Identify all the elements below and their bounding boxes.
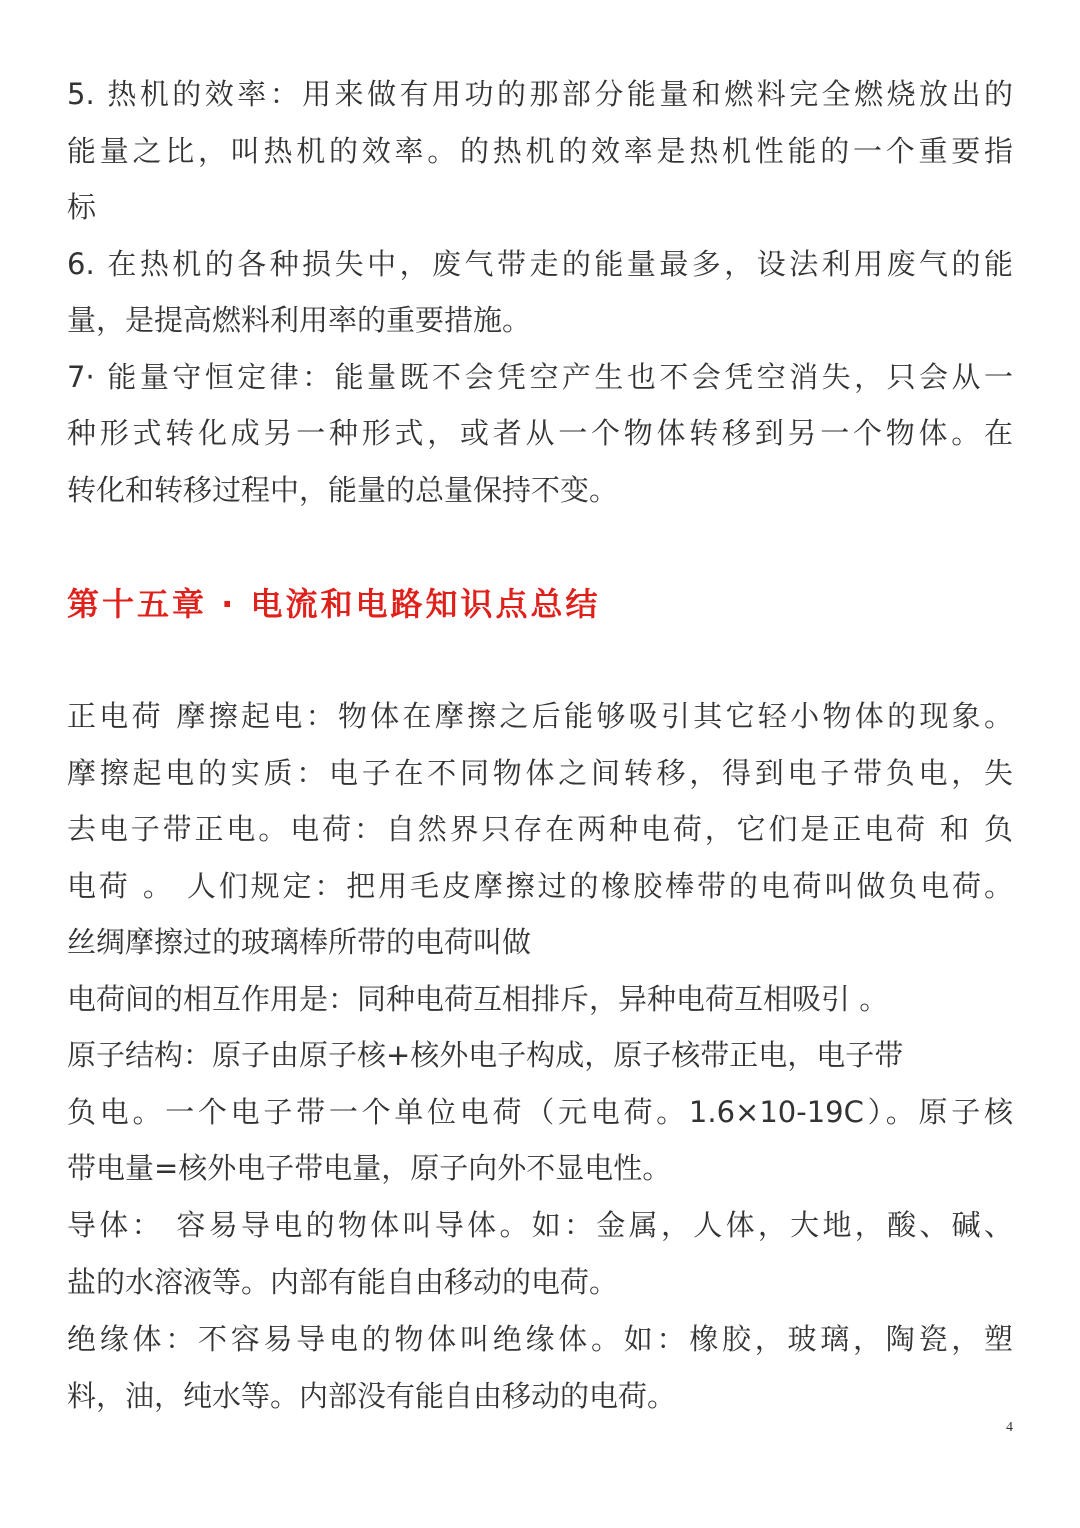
text-line: 转化和转移过程中，能量的总量保持不变。 bbox=[67, 473, 619, 507]
text-line: 去电子带正电。电荷：自然界只存在两种电荷，它们是正电荷 和 负 bbox=[67, 812, 1013, 846]
text-line: 种形式转化成另一种形式，或者从一个物体转移到另一个物体。在 bbox=[67, 416, 1013, 450]
text-line: 6. 在热机的各种损失中，废气带走的能量最多，设法利用废气的能 bbox=[67, 247, 1013, 281]
chapter-title: 第十五章 · 电流和电路知识点总结 bbox=[67, 585, 601, 623]
text-line: 丝绸摩擦过的玻璃棒所带的电荷叫做 bbox=[67, 925, 532, 959]
text-line: 摩擦起电的实质：电子在不同物体之间转移，得到电子带负电，失 bbox=[67, 756, 1013, 790]
text-line: 电荷间的相互作用是：同种电荷互相排斥，异种电荷互相吸引 。 bbox=[67, 982, 889, 1016]
text-line: 电荷 。 人们规定：把用毛皮摩擦过的橡胶棒带的电荷叫做负电荷。 bbox=[67, 869, 1013, 903]
text-line: 带电量=核外电子带电量，原子向外不显电性。 bbox=[67, 1151, 672, 1185]
text-line: 原子结构：原子由原子核+核外电子构成，原子核带正电，电子带 bbox=[67, 1038, 904, 1072]
text-line: 盐的水溶液等。内部有能自由移动的电荷。 bbox=[67, 1265, 619, 1299]
text-line: 负电。一个电子带一个单位电荷（元电荷。1.6×10-19C）。原子核 bbox=[67, 1095, 1013, 1129]
text-line: 正电荷 摩擦起电：物体在摩擦之后能够吸引其它轻小物体的现象。 bbox=[67, 699, 1013, 733]
text-line: 能量之比，叫热机的效率。的热机的效率是热机性能的一个重要指 bbox=[67, 134, 1013, 168]
text-line: 量，是提高燃料利用率的重要措施。 bbox=[67, 303, 532, 337]
text-line: 7· 能量守恒定律：能量既不会凭空产生也不会凭空消失，只会从一 bbox=[67, 360, 1013, 394]
text-line: 标 bbox=[67, 190, 97, 224]
text-line: 料，油，纯水等。内部没有能自由移动的电荷。 bbox=[67, 1379, 677, 1413]
text-line: 5. 热机的效率：用来做有用功的那部分能量和燃料完全燃烧放出的 bbox=[67, 77, 1013, 111]
text-line: 绝缘体：不容易导电的物体叫绝缘体。如：橡胶，玻璃，陶瓷，塑 bbox=[67, 1322, 1013, 1356]
text-line: 导体： 容易导电的物体叫导体。如：金属，人体，大地，酸、碱、 bbox=[67, 1208, 1013, 1242]
page-number: 4 bbox=[1006, 1420, 1013, 1435]
